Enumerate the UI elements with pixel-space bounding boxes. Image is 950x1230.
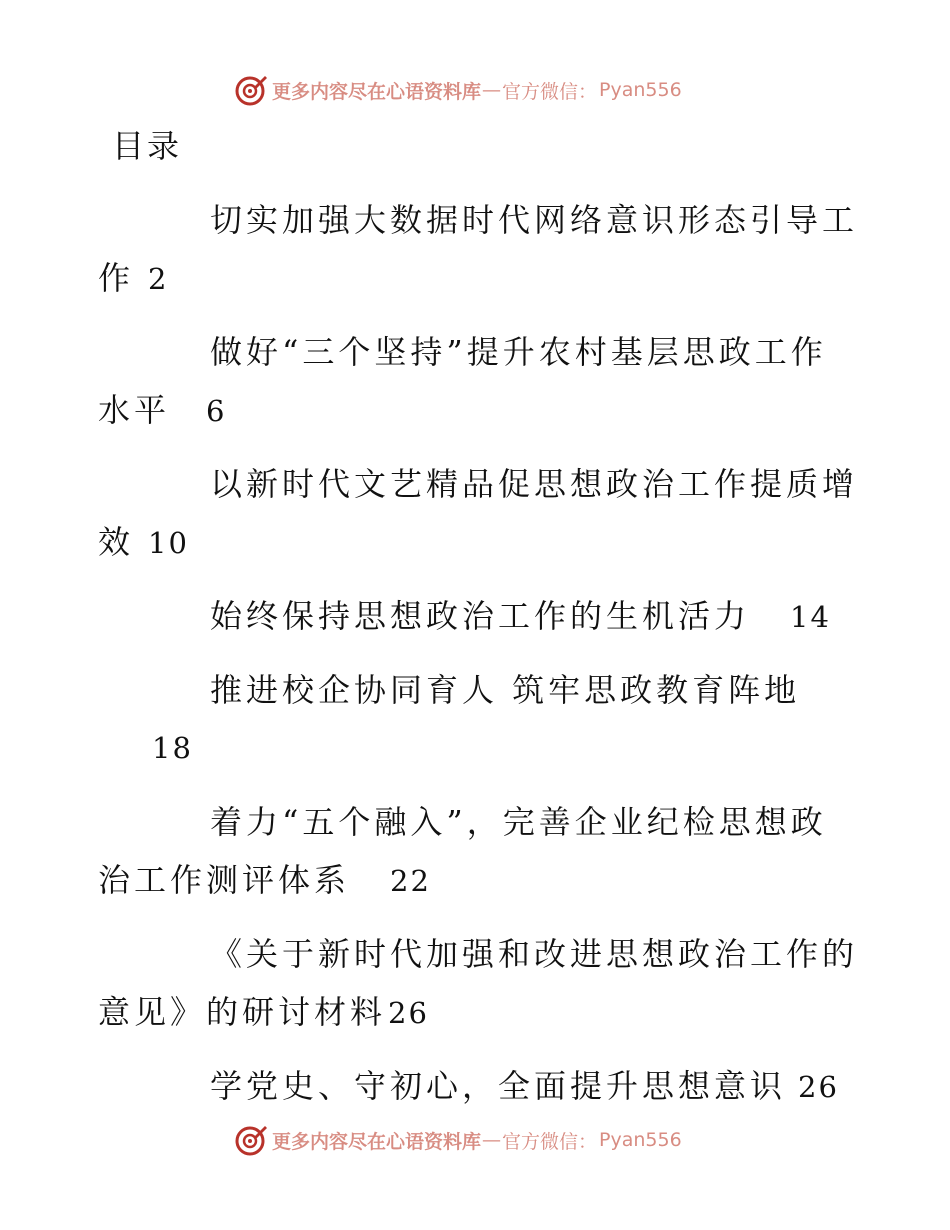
toc-entry-6-tail: 治工作测评体系: [98, 861, 351, 899]
toc-entry-6-line-1[interactable]: 着力“五个融入”，完善企业纪检思想政: [210, 803, 827, 841]
toc-entry-8-page: 26: [798, 1070, 839, 1104]
toc-entry-1-tail: 作: [98, 259, 135, 297]
toc-entry-7-page: 26: [388, 996, 429, 1030]
toc-entry-1-page: 2: [148, 262, 169, 296]
toc-entry-2-line-2[interactable]: [98, 386, 226, 435]
header-watermark: [234, 72, 682, 108]
toc-entry-2-page: 6: [206, 394, 227, 428]
watermark-wechat-id: Pyan556: [599, 79, 682, 101]
watermark-label: 官方微信：: [502, 1130, 598, 1153]
toc-entry-5-page[interactable]: 18: [152, 731, 193, 765]
toc-entry-6-line-2[interactable]: [98, 856, 431, 905]
toc-entry-4[interactable]: [210, 592, 831, 641]
toc-entry-5-line-1[interactable]: 推进校企协同育人 筑牢思政教育阵地: [210, 671, 801, 709]
toc-title: 目录: [112, 127, 183, 165]
watermark-separator: —: [482, 1129, 502, 1151]
toc-entry-1-line-2[interactable]: [98, 254, 168, 303]
watermark-separator: —: [482, 79, 502, 101]
watermark-wechat-id: Pyan556: [599, 1129, 682, 1151]
toc-entry-3-line-1[interactable]: 以新时代文艺精品促思想政治工作提质增: [210, 465, 859, 503]
toc-entry-1-line-1[interactable]: 切实加强大数据时代网络意识形态引导工: [210, 201, 859, 239]
toc-entry-3-page: 10: [148, 526, 189, 560]
toc-entry-8[interactable]: [210, 1062, 839, 1111]
toc-entry-8-title: 学党史、守初心，全面提升思想意识: [210, 1067, 787, 1105]
footer-watermark: [234, 1122, 682, 1158]
toc-entry-2-tail: 水平: [98, 391, 171, 429]
toc-entry-4-title: 始终保持思想政治工作的生机活力: [210, 597, 751, 635]
toc-entry-3-line-2[interactable]: [98, 518, 189, 567]
toc-entry-7-tail: 意见》的研讨材料: [98, 993, 387, 1031]
toc-entry-3-tail: 效: [98, 523, 135, 561]
watermark-label: 官方微信：: [502, 80, 598, 103]
toc-entry-6-page: 22: [390, 864, 431, 898]
toc-entry-7-line-2[interactable]: [98, 988, 429, 1037]
toc-entry-2-line-1[interactable]: 做好“三个坚持”提升农村基层思政工作: [210, 333, 827, 371]
toc-entry-7-line-1[interactable]: 《关于新时代加强和改进思想政治工作的: [210, 935, 859, 973]
watermark-site-name: 更多内容尽在心语资料库: [272, 80, 482, 103]
toc-entry-4-page: 14: [790, 600, 831, 634]
pen-logo-icon: [234, 1123, 268, 1157]
pen-logo-icon: [234, 73, 268, 107]
watermark-site-name: 更多内容尽在心语资料库: [272, 1130, 482, 1153]
